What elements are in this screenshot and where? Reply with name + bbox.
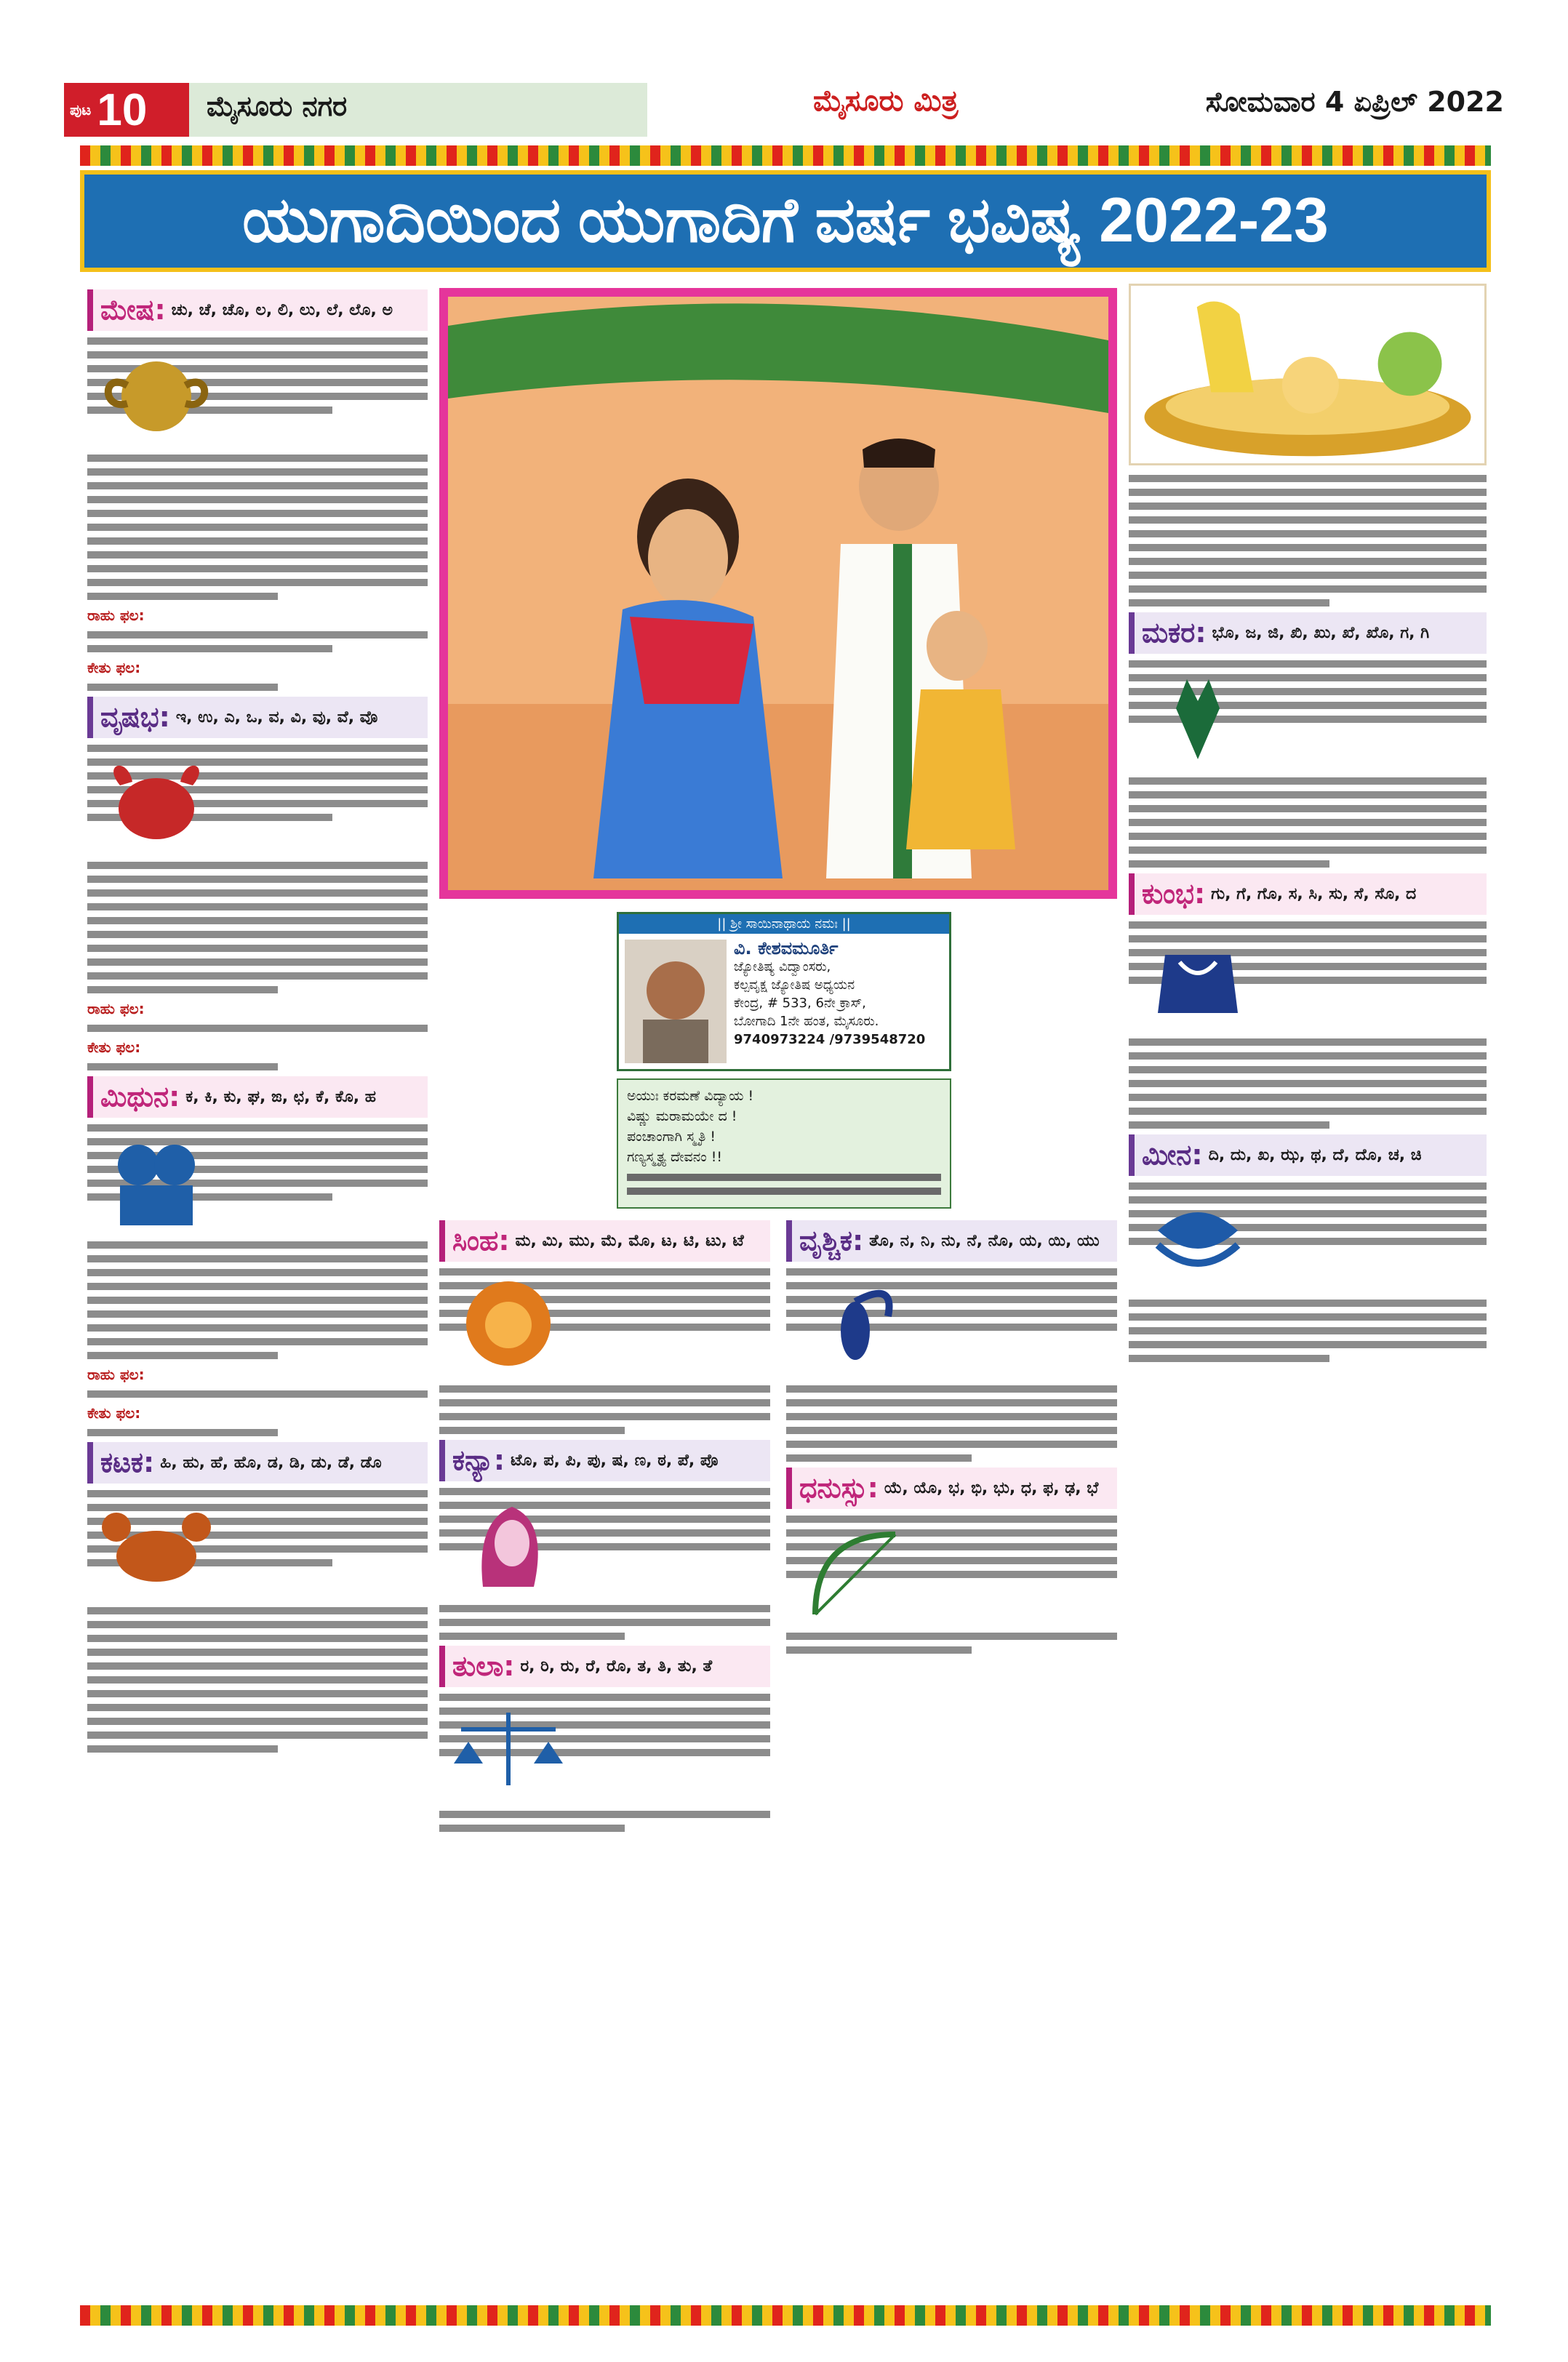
sign-text-meena	[1129, 1182, 1487, 1362]
sign-heading-kumbha	[1129, 873, 1487, 915]
sign-name: ಕನ್ಯಾ:	[452, 1444, 505, 1476]
sign-heading-meena	[1129, 1134, 1487, 1176]
page-header	[64, 80, 1504, 140]
sign-name: ಕುಂಭ:	[1142, 878, 1206, 910]
sign-letters: ಯೆ, ಯೊ, ಭ, ಭಿ, ಭು, ಧ, ಫ, ಢ, ಭೆ	[884, 1479, 1099, 1497]
mantra-line: ಗಣ್ಯಸ್ಮೃತ್ಯ ದೇವನಂ !!	[627, 1149, 722, 1165]
sign-heading-dhanussu	[786, 1468, 1117, 1509]
column-right	[1129, 284, 1487, 1368]
decorative-border-top	[80, 145, 1491, 166]
sign-text-mithuna	[87, 1124, 428, 1436]
water-pot-icon	[1129, 926, 1267, 1028]
sign-letters: ಕ, ಕಿ, ಕು, ಘ, ಙ, ಛ, ಕೆ, ಕೊ, ಹ	[185, 1088, 377, 1106]
page-number-badge	[64, 83, 189, 137]
sign-letters: ದಿ, ದು, ಖ, ಝ, ಥ, ದೆ, ದೊ, ಚ, ಚಿ	[1208, 1146, 1422, 1164]
sign-heading-simha	[439, 1220, 770, 1262]
astrologer-invocation: || ಶ್ರೀ ಸಾಯಿನಾಥಾಯ ನಮಃ ||	[619, 914, 949, 934]
festival-illustration	[439, 288, 1117, 899]
sign-heading-kataka	[87, 1442, 428, 1484]
sign-letters: ಚು, ಚೆ, ಚೊ, ಲ, ಲಿ, ಲು, ಲೆ, ಲೊ, ಅ	[171, 301, 393, 319]
issue-date: ಸೋಮವಾರ 4 ಏಪ್ರಿಲ್ 2022	[1205, 86, 1504, 118]
fish-icon	[1129, 1187, 1267, 1289]
ketu-label: ಕೇತು ಫಲ:	[87, 1404, 141, 1422]
astrologer-center: ಕಲ್ಪವೃಕ್ಷ ಜ್ಯೋತಿಷ ಅಧ್ಯಯನ	[734, 977, 855, 993]
astrologer-box	[617, 912, 951, 1071]
sign-letters: ಗು, ಗೆ, ಗೊ, ಸ, ಸಿ, ಸು, ಸೆ, ಸೊ, ದ	[1211, 885, 1417, 903]
mantra-line: ಪಂಚಾಂಗಾಗಿ ಸ್ಮೃತಿ !	[627, 1129, 716, 1145]
sign-name: ವೃಷಭ:	[100, 701, 170, 733]
masthead: ಮೈಸೂರು ಮಿತ್ರ	[813, 84, 959, 118]
astrologer-photo	[625, 940, 727, 1063]
bull-icon	[87, 749, 225, 851]
astrologer-phone: 9740973224 /9739548720	[734, 1032, 926, 1047]
sign-letters: ಟೊ, ಪ, ಪಿ, ಪು, ಷ, ಣ, ಠ, ಪೆ, ಪೊ	[511, 1452, 719, 1470]
sign-text-vrushabha	[87, 745, 428, 1070]
ram-icon	[87, 342, 225, 444]
scorpion-icon	[786, 1273, 924, 1374]
sign-letters: ಇ, ಉ, ಎ, ಒ, ವ, ವಿ, ವು, ವೆ, ವೊ	[175, 708, 378, 726]
scales-icon	[439, 1698, 577, 1800]
sign-text-dhanussu	[786, 1516, 1117, 1654]
lion-icon	[439, 1273, 577, 1374]
sign-name: ಸಿಂಹ:	[452, 1225, 510, 1257]
sign-heading-mesha	[87, 289, 428, 331]
sign-text-vrushchika	[786, 1268, 1117, 1462]
sign-heading-kanya	[439, 1440, 770, 1481]
ketu-label: ಕೇತು ಫಲ:	[87, 659, 141, 676]
sign-name: ಮಕರ:	[1142, 617, 1207, 649]
astrologer-address-2: ಬೋಗಾದಿ 1ನೇ ಹಂತ, ಮೈಸೂರು.	[734, 1014, 879, 1029]
page-title: ಯುಗಾದಿಯಿಂದ ಯುಗಾದಿಗೆ ವರ್ಷ ಭವಿಷ್ಯ 2022-23	[80, 170, 1491, 272]
astrologer-address-1: ಕೇಂದ್ರ, # 533, 6ನೇ ಕ್ರಾಸ್,	[734, 996, 866, 1011]
column-center	[439, 284, 1117, 1838]
mantra-line: ವಿಷ್ಣು ಮರಾಮಯೇ ದ !	[627, 1108, 737, 1124]
sign-heading-mithuna	[87, 1076, 428, 1118]
decorative-border-bottom	[80, 2305, 1491, 2326]
sign-heading-vrushchika	[786, 1220, 1117, 1262]
festival-food-photo	[1129, 284, 1487, 465]
rahu-phala	[87, 999, 428, 1018]
maiden-icon	[439, 1492, 577, 1594]
bow-arrow-icon	[786, 1520, 924, 1622]
sign-name: ಮೀನ:	[1142, 1139, 1203, 1171]
sign-text-continued	[1129, 475, 1487, 606]
goat-icon	[1129, 665, 1267, 766]
sign-heading-vrushabha	[87, 697, 428, 738]
sign-text-kanya	[439, 1488, 770, 1640]
ugadi-family-illustration	[448, 297, 1108, 890]
astrologer-name: ವಿ. ಕೇಶವಮೂರ್ತಿ	[734, 938, 839, 958]
twins-icon	[87, 1129, 225, 1230]
sign-heading-makara	[1129, 612, 1487, 654]
sign-text-mesha	[87, 337, 428, 691]
page-number: 10	[97, 84, 148, 135]
sign-name: ತುಲಾ:	[452, 1650, 515, 1682]
sign-letters: ತೊ, ನ, ನಿ, ನು, ನೆ, ನೊ, ಯ, ಯಿ, ಯು	[869, 1232, 1100, 1250]
column-left	[87, 284, 428, 1758]
sign-text-simha	[439, 1268, 770, 1434]
sign-letters: ಮ, ಮಿ, ಮು, ಮೆ, ಮೊ, ಟ, ಟಿ, ಟು, ಟೆ	[515, 1232, 744, 1250]
ketu-phala	[87, 1404, 428, 1422]
rahu-label: ರಾಹು ಫಲ:	[87, 1366, 145, 1383]
rahu-label: ರಾಹು ಫಲ:	[87, 606, 145, 624]
sign-letters: ಹಿ, ಹು, ಹೆ, ಹೊ, ಡ, ಡಿ, ಡು, ಡೆ, ಡೊ	[160, 1454, 382, 1472]
sign-letters: ರ, ರಿ, ರು, ರೆ, ರೊ, ತ, ತಿ, ತು, ತೆ	[520, 1657, 713, 1676]
sign-name: ವೃಶ್ಚಿಕ:	[799, 1225, 864, 1257]
sign-name: ಮೇಷ:	[100, 294, 166, 326]
sign-name: ಧನುಸ್ಸು:	[799, 1472, 879, 1504]
sign-text-makara	[1129, 660, 1487, 868]
ketu-label: ಕೇತು ಫಲ:	[87, 1038, 141, 1056]
crab-icon	[87, 1494, 225, 1596]
rahu-phala	[87, 606, 428, 625]
page-label: ಪುಟ	[70, 101, 92, 119]
mantra-line: ಅಯುಃ ಕರಮಣೆ ವಿದ್ಯಾಯ !	[627, 1088, 754, 1104]
astrologer-title: ಜ್ಯೋತಿಷ್ಯ ವಿದ್ವಾಂಸರು,	[734, 959, 831, 974]
section-name: ಮೈಸೂರು ನಗರ	[189, 83, 647, 137]
sign-text-kumbha	[1129, 921, 1487, 1129]
rahu-label: ರಾಹು ಫಲ:	[87, 1000, 145, 1017]
ketu-phala	[87, 1038, 428, 1057]
sign-text-tula	[439, 1694, 770, 1832]
rahu-phala	[87, 1365, 428, 1384]
sign-heading-tula	[439, 1646, 770, 1687]
mantra-box	[617, 1078, 951, 1209]
sign-name: ಕಟಕ:	[100, 1446, 155, 1478]
sign-letters: ಭೊ, ಜ, ಜಿ, ಖಿ, ಖು, ಖೆ, ಖೊ, ಗ, ಗಿ	[1212, 624, 1430, 642]
sign-name: ಮಿಥುನ:	[100, 1081, 180, 1113]
ketu-phala	[87, 658, 428, 677]
sign-text-kataka	[87, 1490, 428, 1753]
